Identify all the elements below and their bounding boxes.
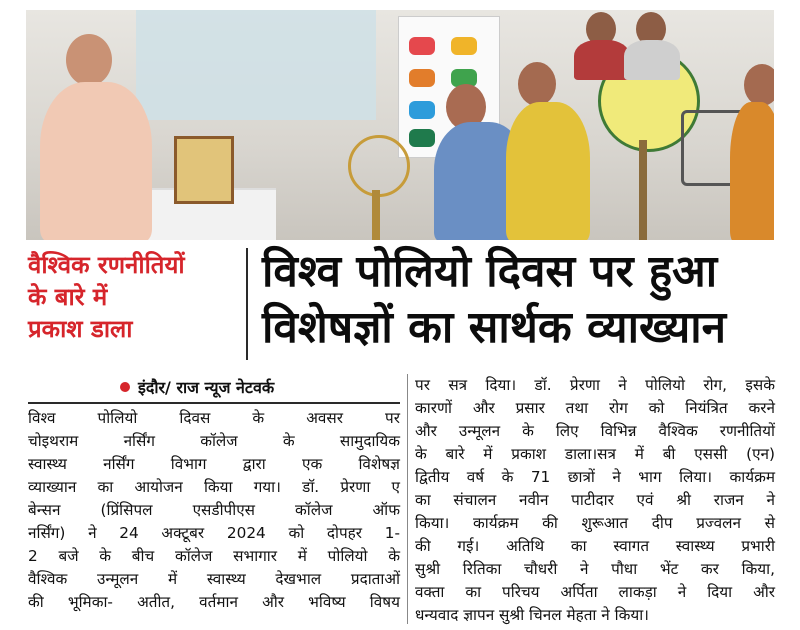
byline-text: इंदौर/ राज न्यूज नेटवर्क (138, 378, 275, 397)
person-3-head (518, 62, 556, 106)
article-line: व्याख्यान का आयोजन किया गया। डॉ. प्रेरणा ए (28, 478, 400, 496)
article-line: की भूमिका- अतीत, वर्तमान और भविष्य विषय (28, 593, 400, 611)
article-line: वक्ता का परिचय अर्पिता लाकड़ा ने दिया और (415, 583, 775, 601)
article-column-1 (28, 407, 400, 614)
article-line: विश्व पोलियो दिवस के अवसर पर (28, 409, 400, 427)
article-line: के बारे में प्रकाश डाला।सत्र में बी एससी (एन) (415, 445, 775, 463)
event-photo (26, 10, 774, 240)
article-line: और उन्मूलन के लिए विभिन्न वैश्विक रणनीतियों (415, 422, 775, 440)
person-1 (40, 82, 152, 240)
headline-divider (246, 248, 248, 360)
article-line: बेन्सन (प्रिंसिपल एसडीपीएस कॉलेज ऑफ (28, 501, 400, 519)
article-line: धन्यवाद ज्ञापन सुश्री चिनल मेहता ने किया। (415, 606, 649, 624)
article-line: सुश्री रितिका चौधरी ने पौधा भेंट कर किया, (415, 560, 775, 578)
article-line: पर सत्र दिया। डॉ. प्रेरणा ने पोलियो रोग, इसके (415, 376, 775, 394)
article-line: की गई। अतिथि का स्वागत स्वास्थ्य प्रभारी (415, 537, 775, 555)
person-4 (574, 40, 630, 80)
person-6-head (744, 64, 774, 106)
person-6 (730, 102, 774, 240)
person-3 (506, 102, 590, 240)
byline (120, 376, 274, 398)
article-line: वैश्विक उन्मूलन में स्वास्थ्य देखभाल प्रदाताओं (28, 570, 400, 588)
article-line: कारणों और प्रसार तथा रोग को नियंत्रित करने (415, 399, 775, 417)
person-5 (624, 40, 680, 80)
sidebar-headline-line: वैश्विक रणनीतियों (28, 251, 185, 279)
article-column-2 (415, 374, 775, 627)
projector-screen (136, 10, 376, 120)
article-line: 2 बजे के बीच कॉलेज सभागार में पोलियो के (28, 547, 400, 565)
sidebar-headline-line: प्रकाश डाला (28, 315, 133, 343)
column-divider (407, 374, 408, 624)
article-line: किया। कार्यक्रम की शुरूआत दीप प्रज्वलन से (415, 514, 775, 532)
lamp-stand (372, 190, 380, 240)
framed-picture (174, 136, 234, 204)
sidebar-headline (28, 249, 238, 359)
byline-rule (28, 402, 400, 404)
article-line: का संचालन नवीन पाटीदार एवं श्री राजन ने (415, 491, 775, 509)
article-line: द्वितीय वर्ष के 71 छात्रों ने भाग लिया। कार्यक्रम (415, 468, 775, 486)
main-headline-line: विशेषज्ञों का सार्थक व्याख्यान (262, 302, 727, 353)
person-1-head (66, 34, 112, 86)
red-bullet-icon (120, 382, 130, 392)
main-headline (262, 244, 782, 356)
sidebar-headline-line: के बारे में (28, 283, 108, 311)
standee-pole (639, 140, 647, 240)
article-line: स्वास्थ्य नर्सिंग विभाग द्वारा एक विशेषज्ञ (28, 455, 400, 473)
article-line: नर्सिंग) ने 24 अक्टूबर 2024 को दोपहर 1- (28, 524, 400, 542)
article-line: चोइथराम नर्सिंग कॉलेज के सामुदायिक (28, 432, 400, 450)
main-headline-line: विश्व पोलियो दिवस पर हुआ (262, 246, 718, 297)
ceremonial-lamp (348, 135, 410, 197)
